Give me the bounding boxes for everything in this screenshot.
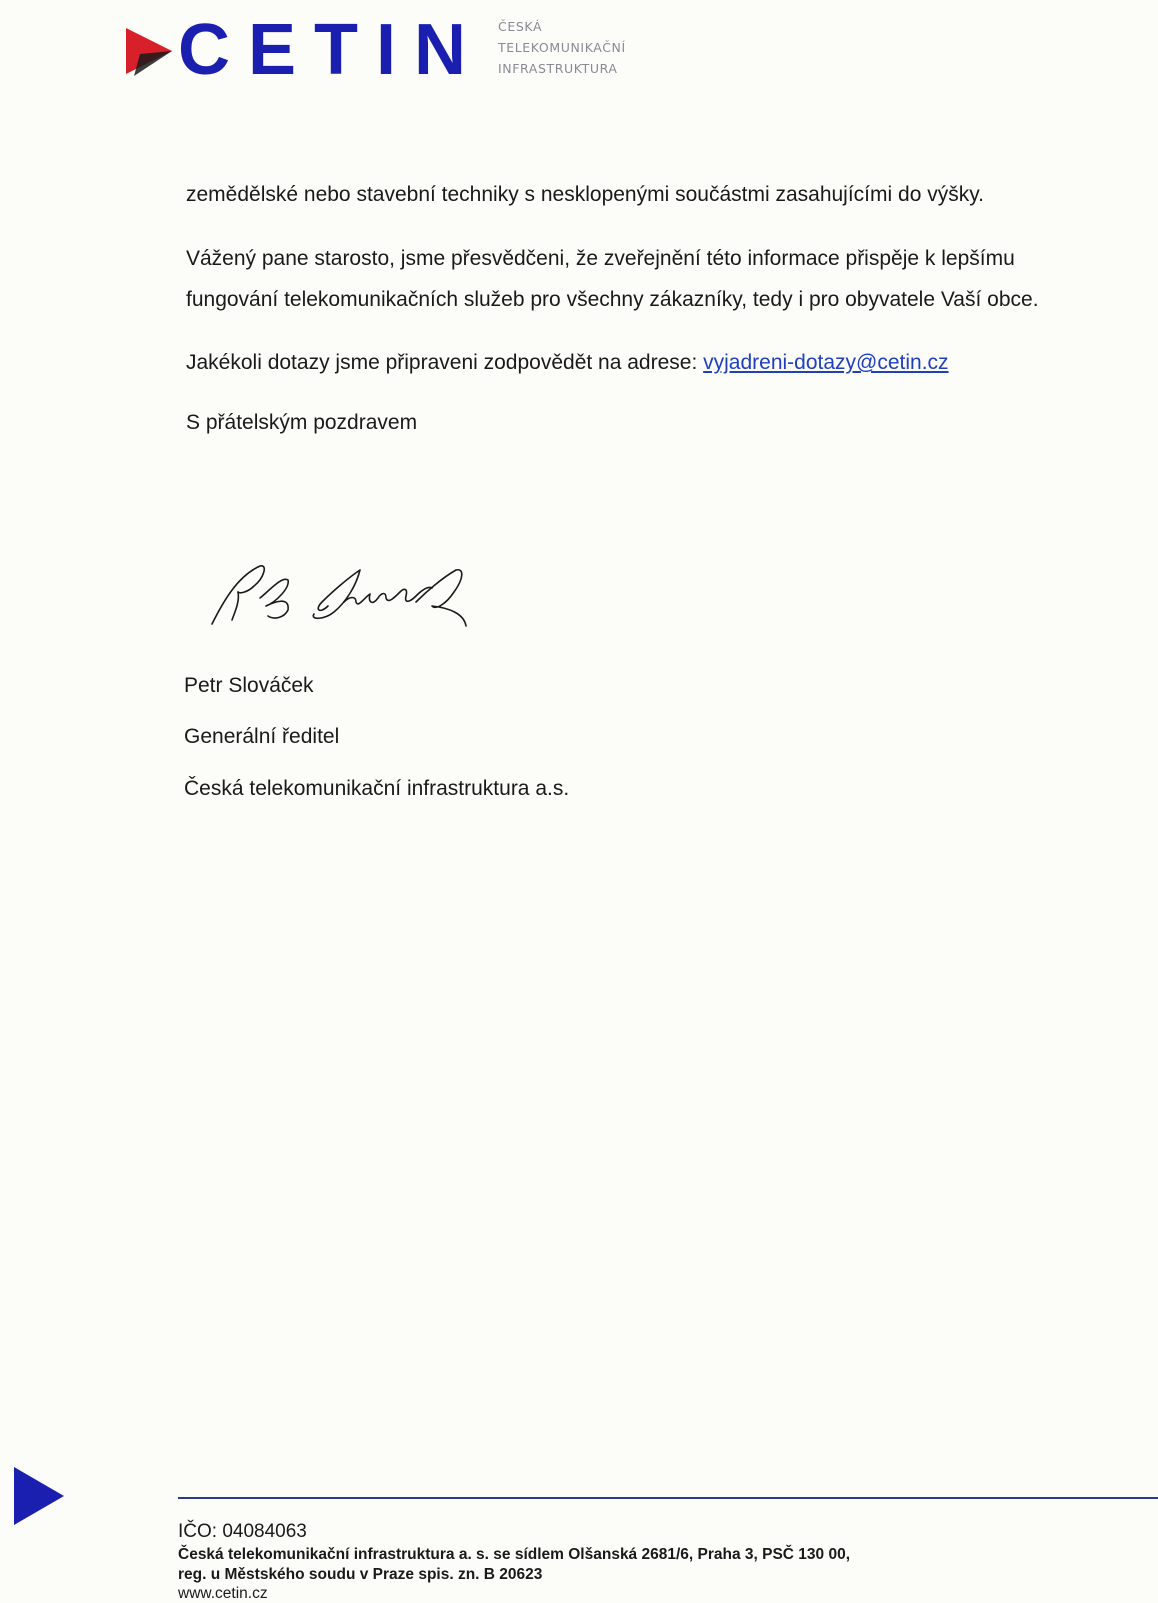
footer-registration: reg. u Městského soudu v Praze spis. zn. B 20623 (178, 1566, 543, 1583)
paragraph-information (186, 238, 1151, 320)
footer-ico: IČO: 04084063 (178, 1521, 307, 1542)
signatory-name: Petr Slováček (184, 674, 314, 697)
signatory-company: Česká telekomunikační infrastruktura a.s. (184, 777, 570, 800)
continuation-text: zemědělské nebo stavební techniky s nesklopenými součástmi zasahujícími do výšky. (186, 183, 984, 206)
paragraph-continuation (186, 182, 1151, 208)
footer-web-link[interactable]: www.cetin.cz (178, 1585, 268, 1602)
footer-company-address: Česká telekomunikační infrastruktura a. s. se sídlem Olšanská 2681/6, Praha 3, PSČ 130 00, (178, 1546, 851, 1563)
signature-icon (210, 562, 480, 632)
closing-text: S přátelským pozdravem (186, 411, 418, 434)
paragraph-line-2: fungování telekomunikačních služeb pro všechny zákazníky, tedy i pro obyvatele Vaší obce. (186, 288, 1039, 311)
paragraph-contact (186, 350, 1151, 376)
signatory-title: Generální ředitel (184, 725, 340, 748)
footer-divider (178, 1497, 1158, 1499)
tagline-line-2: TELEKOMUNIKAČNÍ (498, 40, 626, 55)
email-link[interactable]: vyjadreni-dotazy@cetin.cz (703, 351, 949, 374)
closing-greeting (186, 410, 1151, 436)
logo-wordmark: CETIN (178, 14, 484, 84)
contact-text: Jakékoli dotazy jsme připraveni zodpovědět na adrese: (186, 351, 698, 374)
cetin-logo (126, 14, 666, 84)
paragraph-line-1: Vážený pane starosto, jsme přesvědčeni, že zveřejnění této informace přispěje k lepšímu (186, 247, 1015, 270)
logo-tagline (498, 16, 626, 79)
tagline-line-1: ČESKÁ (498, 19, 543, 34)
footer-arrow-icon (14, 1467, 64, 1525)
cetin-logo-mark (126, 14, 486, 84)
tagline-line-3: INFRASTRUKTURA (498, 61, 618, 76)
